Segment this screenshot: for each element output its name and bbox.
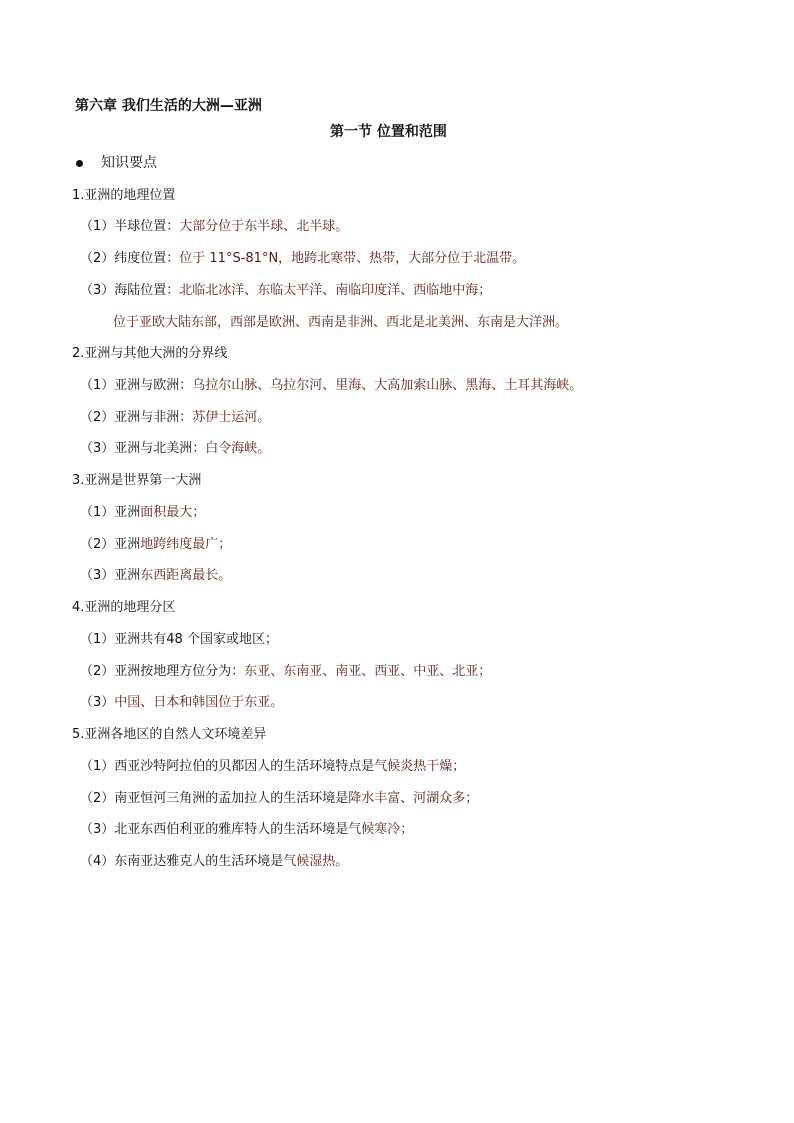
item-answer: 大部分位于东半球、北半球。 — [179, 219, 349, 234]
item-label: （2）亚洲 — [80, 537, 141, 552]
section-heading: 5.亚洲各地区的自然人文环境差异 — [72, 727, 267, 742]
list-item — [80, 662, 491, 682]
list-item — [80, 376, 582, 396]
item-answer: 48 个国家或地区； — [166, 632, 278, 647]
list-item — [80, 789, 478, 809]
item-answer: 降水丰富、河湖众多； — [348, 791, 479, 806]
list-item — [80, 757, 465, 777]
list-item — [80, 503, 205, 523]
list-item — [80, 217, 348, 237]
item-label: （1）亚洲 — [80, 505, 141, 520]
item-answer: 东西距离最长。 — [140, 568, 232, 583]
item-answer: 苏伊士运河。 — [192, 410, 271, 425]
item-label: （1）亚洲与欧洲： — [80, 378, 193, 393]
item-label: （4）东南亚达雅克人的生活环境是 — [80, 854, 284, 869]
section-heading: 2.亚洲与其他大洲的分界线 — [72, 346, 228, 361]
item-answer: 中国、日本和韩国位于东亚。 — [114, 695, 284, 710]
list-item — [80, 693, 283, 713]
item-label: （1）西亚沙特阿拉伯的贝都因人的生活环境特点是 — [80, 759, 375, 774]
chapter-title: 第六章 我们生活的大洲—亚洲 — [75, 98, 262, 114]
item-label: （2）亚洲与非洲： — [80, 410, 193, 425]
item-label: （3） — [80, 695, 115, 710]
section-title: 第一节 位置和范围 — [330, 124, 447, 140]
bullet-icon — [76, 160, 83, 167]
item-answer: 北临北冰洋、东临太平洋、南临印度洋、西临地中海； — [179, 283, 492, 298]
list-item — [80, 535, 231, 555]
item-answer: 东亚、东南亚、南亚、西亚、中亚、北亚； — [244, 664, 492, 679]
item-answer: 气候寒冷； — [348, 822, 414, 837]
list-item — [80, 566, 231, 586]
list-item — [80, 630, 278, 650]
item-label: （1）亚洲共有 — [80, 632, 167, 647]
item-answer: 位于亚欧大陆东部，西部是欧洲、西南是非洲、西北是北美洲、东南是大洋洲。 — [113, 315, 569, 330]
item-label: （3）亚洲 — [80, 568, 141, 583]
list-item — [80, 408, 270, 428]
item-label: （3）亚洲与北美洲： — [80, 441, 206, 456]
item-label: （3）海陆位置： — [80, 283, 180, 298]
item-answer: 气候炎热干燥； — [374, 759, 466, 774]
key-points-label: 知识要点 — [101, 155, 157, 171]
item-label: （2）南亚恒河三角洲的孟加拉人的生活环境是 — [80, 791, 349, 806]
item-label: （2）亚洲按地理方位分为： — [80, 664, 245, 679]
section-heading: 1.亚洲的地理位置 — [72, 188, 176, 203]
item-answer: 乌拉尔山脉、乌拉尔河、里海、大高加索山脉、黑海、土耳其海峡。 — [192, 378, 583, 393]
list-item — [80, 281, 491, 301]
item-answer: 面积最大； — [140, 505, 206, 520]
item-label: （2）纬度位置： — [80, 251, 180, 266]
list-item — [80, 820, 413, 840]
list-item — [80, 439, 270, 459]
section-heading: 4.亚洲的地理分区 — [72, 600, 176, 615]
item-answer: 位于 11°S-81°N，地跨北寒带、热带，大部分位于北温带。 — [179, 251, 526, 266]
item-answer: 气候湿热。 — [283, 854, 349, 869]
item-label: （1）半球位置： — [80, 219, 180, 234]
section-heading: 3.亚洲是世界第一大洲 — [72, 473, 202, 488]
item-answer: 地跨纬度最广； — [140, 537, 232, 552]
list-item — [80, 852, 348, 872]
list-item — [113, 313, 568, 333]
list-item — [80, 249, 525, 269]
item-label: （3）北亚东西伯利亚的雅库特人的生活环境是 — [80, 822, 349, 837]
item-answer: 白令海峡。 — [205, 441, 271, 456]
